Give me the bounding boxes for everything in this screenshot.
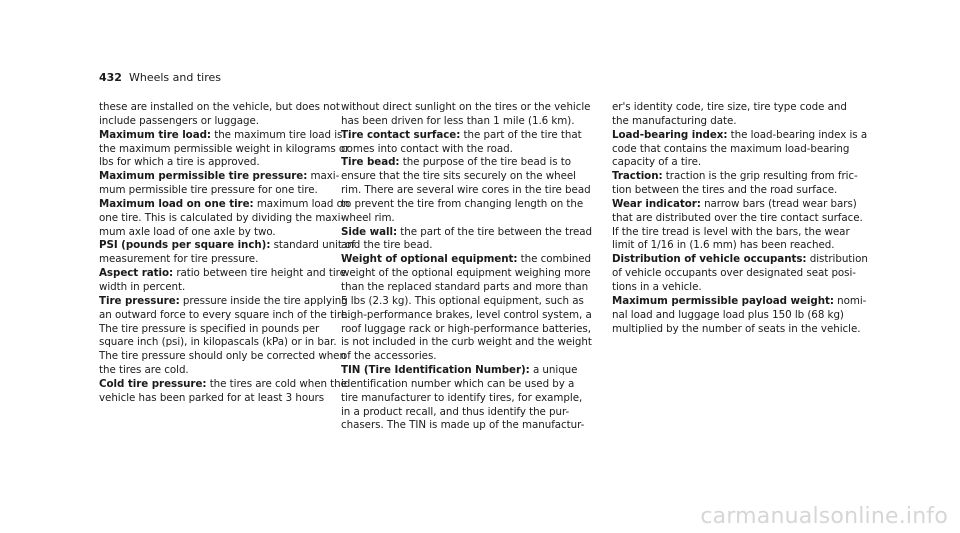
- text-line: [99, 101, 349, 115]
- term-label: Tire pressure:: [99, 294, 180, 307]
- term-label: Wear indicator:: [612, 197, 701, 210]
- text-segment: high-performance brakes, level control system, a: [341, 308, 592, 321]
- term-label: Maximum permissible tire pressure:: [99, 170, 308, 183]
- text-segment: nomi-: [833, 294, 867, 307]
- page-header: [99, 71, 221, 84]
- text-segment: tions in a vehicle.: [612, 280, 702, 293]
- text-column-1: [99, 101, 355, 406]
- text-line: [341, 239, 591, 253]
- term-label: Maximum tire load:: [99, 128, 211, 141]
- text-segment: lbs for which a tire is approved.: [99, 156, 260, 169]
- text-line: [99, 170, 349, 184]
- text-segment: code that contains the maximum load-bearing: [612, 142, 850, 155]
- text-line: [341, 378, 591, 392]
- text-segment: nal load and luggage load plus 150 lb (68 kg): [612, 308, 844, 321]
- text-line: [99, 309, 349, 323]
- term-label: Aspect ratio:: [99, 267, 174, 280]
- text-line: [341, 184, 591, 198]
- text-line: [341, 226, 591, 240]
- text-line: [99, 392, 349, 406]
- text-segment: has been driven for less than 1 mile (1.6 km).: [341, 114, 575, 127]
- text-line: [612, 170, 862, 184]
- text-segment: The tire pressure is specified in pounds per: [99, 322, 320, 335]
- text-line: [341, 419, 591, 433]
- text-line: [99, 156, 349, 170]
- text-segment: and the tire bead.: [341, 239, 433, 252]
- text-segment: the part of the tire that: [460, 128, 582, 141]
- text-line: [341, 309, 591, 323]
- term-label: Load-bearing index:: [612, 128, 728, 141]
- text-segment: one tire. This is calculated by dividing the maxi-: [99, 211, 345, 224]
- text-segment: limit of 1/16 in (1.6 mm) has been reached.: [612, 239, 835, 252]
- text-segment: weight of the optional equipment weighing more: [341, 267, 591, 280]
- text-line: [612, 184, 862, 198]
- text-line: [99, 253, 349, 267]
- text-line: [341, 156, 591, 170]
- text-segment: than the replaced standard parts and more than: [341, 280, 589, 293]
- text-line: [99, 212, 349, 226]
- text-line: [341, 198, 591, 212]
- text-line: [612, 212, 862, 226]
- text-line: [99, 184, 349, 198]
- text-segment: 5 lbs (2.3 kg). This optional equipment, such as: [341, 294, 584, 307]
- text-line: [99, 129, 349, 143]
- text-segment: the manufacturing date.: [612, 114, 737, 127]
- text-segment: maximum load on: [253, 197, 350, 210]
- text-line: [99, 226, 349, 240]
- text-segment: rim. There are several wire cores in the tire bead: [341, 184, 591, 197]
- text-line: [99, 143, 349, 157]
- text-line: [99, 281, 349, 295]
- text-segment: measurement for tire pressure.: [99, 253, 259, 266]
- text-line: [341, 267, 591, 281]
- text-segment: pressure inside the tire applying: [179, 294, 348, 307]
- text-line: [612, 309, 862, 323]
- text-segment: tire manufacturer to identify tires, for example,: [341, 391, 583, 404]
- text-segment: standard unit of: [270, 239, 355, 252]
- text-segment: in a product recall, and thus identify the pur-: [341, 405, 570, 418]
- term-label: Traction:: [612, 170, 663, 183]
- term-label: Maximum permissible payload weight:: [612, 294, 834, 307]
- text-segment: If the tire tread is level with the bars, the wear: [612, 225, 850, 238]
- text-line: [612, 323, 862, 337]
- text-line: [612, 143, 862, 157]
- text-segment: the purpose of the tire bead is to: [399, 156, 572, 169]
- text-segment: roof luggage rack or high-performance batteries,: [341, 322, 591, 335]
- term-label: Side wall:: [341, 225, 398, 238]
- text-segment: identification number which can be used by a: [341, 377, 575, 390]
- text-segment: the tires are cold when the: [206, 377, 347, 390]
- text-column-3: [612, 101, 868, 336]
- text-segment: narrow bars (tread wear bars): [700, 197, 857, 210]
- text-line: [341, 323, 591, 337]
- term-label: Maximum load on one tire:: [99, 197, 254, 210]
- text-line: [341, 406, 591, 420]
- text-line: [341, 115, 591, 129]
- text-segment: the load-bearing index is a: [727, 128, 868, 141]
- term-label: Tire contact surface:: [341, 128, 461, 141]
- text-segment: is not included in the curb weight and the weight: [341, 336, 592, 349]
- text-segment: er's identity code, tire size, tire type code and: [612, 101, 847, 113]
- watermark: carmanualsonline.info: [700, 504, 948, 529]
- text-segment: ensure that the tire sits securely on the wheel: [341, 170, 576, 183]
- text-line: [99, 115, 349, 129]
- term-label: Cold tire pressure:: [99, 377, 207, 390]
- text-line: [341, 143, 591, 157]
- text-line: [99, 267, 349, 281]
- text-segment: comes into contact with the road.: [341, 142, 513, 155]
- text-line: [341, 170, 591, 184]
- text-line: [99, 336, 349, 350]
- text-line: [341, 129, 591, 143]
- text-line: [612, 101, 862, 115]
- text-line: [612, 239, 862, 253]
- text-line: [612, 226, 862, 240]
- text-segment: the tires are cold.: [99, 364, 189, 377]
- text-segment: traction is the grip resulting from fric-: [662, 170, 858, 183]
- text-line: [341, 364, 591, 378]
- text-segment: vehicle has been parked for at least 3 hours: [99, 391, 325, 404]
- text-line: [99, 364, 349, 378]
- text-segment: the part of the tire between the tread: [397, 225, 592, 238]
- text-segment: the maximum tire load is: [210, 128, 343, 141]
- text-column-2: [341, 101, 591, 433]
- term-label: PSI (pounds per square inch):: [99, 239, 271, 252]
- text-segment: to prevent the tire from changing length on the: [341, 197, 584, 210]
- text-segment: capacity of a tire.: [612, 156, 702, 169]
- text-segment: wheel rim.: [341, 211, 395, 224]
- text-segment: of vehicle occupants over designated seat posi-: [612, 267, 856, 280]
- text-segment: mum axle load of one axle by two.: [99, 225, 276, 238]
- text-line: [99, 295, 349, 309]
- text-line: [341, 295, 591, 309]
- text-line: [612, 115, 862, 129]
- text-segment: distribution: [806, 253, 868, 266]
- text-line: [99, 239, 355, 253]
- text-line: [341, 336, 591, 350]
- text-segment: The tire pressure should only be corrected when: [99, 350, 346, 363]
- text-segment: ratio between tire height and tire: [173, 267, 346, 280]
- text-line: [341, 392, 591, 406]
- text-segment: the maximum permissible weight in kilograms or: [99, 142, 350, 155]
- text-segment: of the accessories.: [341, 350, 437, 363]
- text-segment: these are installed on the vehicle, but does not: [99, 101, 340, 113]
- text-line: [341, 101, 591, 115]
- term-label: Weight of optional equipment:: [341, 253, 518, 266]
- text-segment: mum permissible tire pressure for one tire.: [99, 184, 318, 197]
- section-title: Wheels and tires: [128, 71, 221, 84]
- text-line: [341, 212, 591, 226]
- text-segment: square inch (psi), in kilopascals (kPa) or in bar.: [99, 336, 337, 349]
- text-line: [99, 198, 349, 212]
- text-line: [341, 350, 591, 364]
- text-line: [612, 128, 868, 143]
- text-line: [341, 253, 591, 267]
- text-segment: multiplied by the number of seats in the vehicle.: [612, 322, 861, 335]
- text-segment: without direct sunlight on the tires or the vehicle: [341, 101, 591, 113]
- text-line: [99, 350, 349, 364]
- text-segment: width in percent.: [99, 280, 186, 293]
- text-line: [612, 294, 867, 309]
- text-segment: an outward force to every square inch of the tire.: [99, 308, 351, 321]
- page-number: 432: [99, 71, 122, 84]
- term-label: TIN (Tire Identification Number):: [341, 364, 530, 377]
- text-line: [612, 198, 862, 212]
- text-line: [612, 253, 868, 267]
- text-line: [612, 156, 862, 170]
- text-line: [341, 281, 591, 295]
- term-label: Tire bead:: [341, 156, 400, 169]
- text-segment: tion between the tires and the road surface.: [612, 184, 838, 197]
- text-line: [612, 267, 862, 281]
- text-segment: chasers. The TIN is made up of the manufactur-: [341, 419, 585, 432]
- text-segment: a unique: [529, 364, 578, 377]
- text-segment: that are distributed over the tire contact surface.: [612, 211, 863, 224]
- term-label: Distribution of vehicle occupants:: [612, 253, 807, 266]
- text-line: [99, 378, 349, 392]
- text-segment: include passengers or luggage.: [99, 114, 259, 127]
- text-line: [99, 323, 349, 337]
- text-segment: the combined: [517, 253, 592, 266]
- text-line: [612, 281, 862, 295]
- text-segment: maxi-: [307, 170, 340, 183]
